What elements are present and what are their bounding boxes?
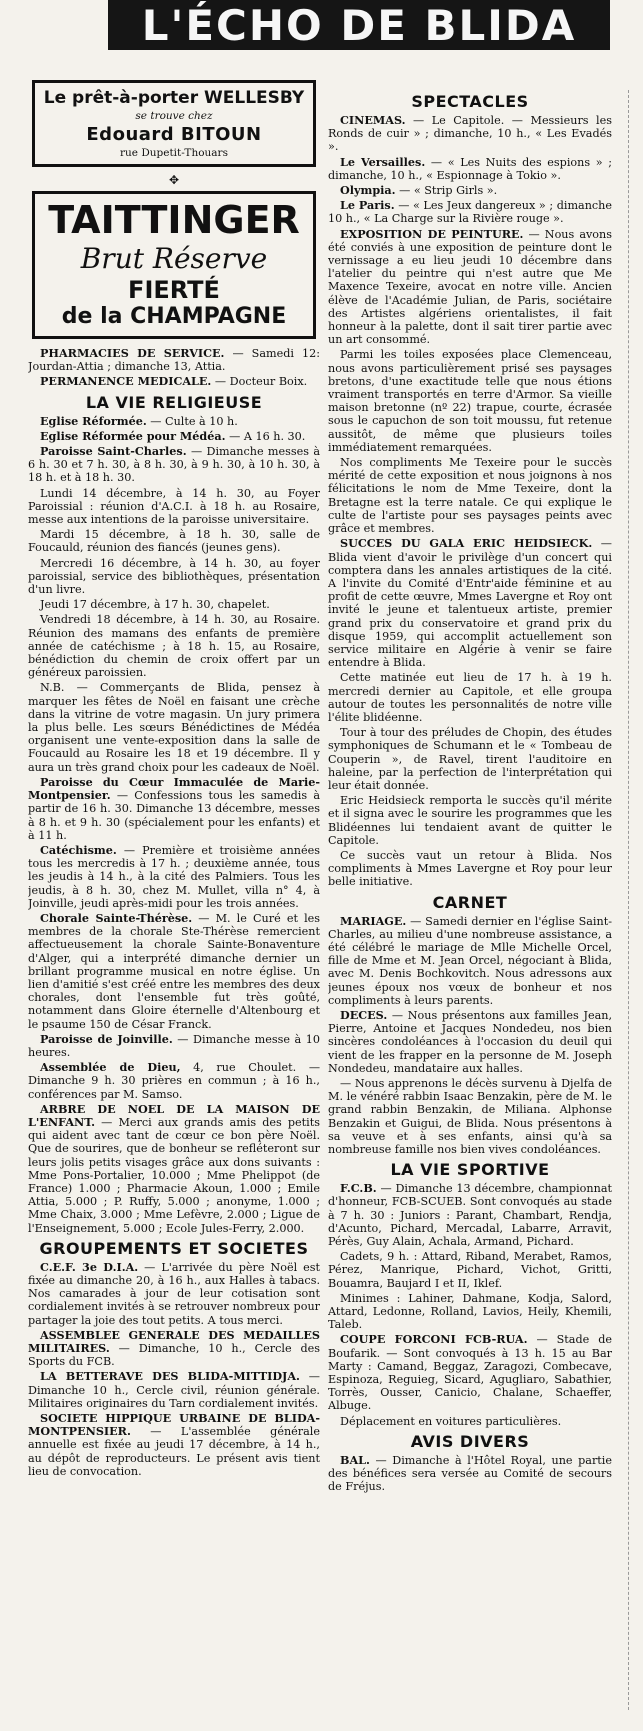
article-medailles: ASSEMBLEE GENERALE DES MEDAILLES MILITAIRES. — Dimanche, 10 h., Cercle des Sports du FCB. [28,1327,320,1369]
article-coupe-forconi: COUPE FORCONI FCB-RUA. — Stade de Boufarik. — Sont convoqués à 13 h. 15 au Bar Marty : Camand, Beggaz, Zaragozi, Combecave, Espinoza, Reguieg, Sicard, Agugliaro, Sabathier, Torrès, Ousser, Canicio, Chalane, Schaeffer, Albuge. [328,1332,612,1413]
article-deces: DECES. — Nous présentons aux familles Jean, Pierre, Antoine et Jacques Nondedeu, nos bien sincères condoléances à l'occasion du deuil qui vient de les frapper en la personne de M. Joseph Nondedeu, mandataire aux halles. [328,1008,612,1075]
paragraph-gala-3: Tour à tour des préludes de Chopin, des études symphoniques de Schumann et le « Tombeau de Couperin », de Ravel, tirent l'auditoire en haleine, par la perfection de l'interprétation qui leur était donnée. [328,726,612,792]
taittinger-brand: TAITTINGER [48,198,300,242]
article-versailles: Le Versailles. — « Les Nuits des espions » ; dimanche, 10 h., « Espionnage à Tokio ». [328,154,612,182]
heading-vie-sportive: LA VIE SPORTIVE [390,1160,550,1180]
article-mariage: MARIAGE. — Samedi dernier en l'église Saint-Charles, au milieu d'une nombreuse assistance, a été célébré le mariage de Mlle Michelle Orcel, fille de Mme et M. Jean Orcel, négociant à Blida, avec M. Denis Bochkovitch. Nous adressons aux jeunes époux nos vœux de bonheur et nos compliments à leurs parents. [328,913,612,1007]
article-exposition: EXPOSITION DE PEINTURE. — Nous avons été conviés à une exposition de peinture dont le vernissage a eu lieu jeudi 10 décembre dans l'atelier du peintre qui n'est autre que Me Maxence Texeire, avocat en notre ville. Ancien élève de l'Académie Julian, de Paris, sociétaire des Artistes algériens orientalistes, il fait honneur à la palette, dont il sait tirer partie avec un art consommé. [328,226,612,347]
taittinger-slogan1: FIERTÉ [128,276,220,304]
article-chorale: Chorale Sainte-Thérèse. — M. le Curé et les membres de la chorale Ste-Thérèse remercient affectueusement la chorale Sainte-Bonaventure d'Alger, qui a interprété dimanche dernier un brillant programme musical en notre église. Un lien d'amitié s'est créé entre les membres des deux chorales, dont l'ensemble fut très goûté, notamment dans Gloire éternelle d'Altenbourg et le psaume 150 de César Franck. [28,910,320,1031]
paragraph-jeudi: Jeudi 17 décembre, à 17 h. 30, chapelet. [40,598,270,612]
paragraph-vendredi: Vendredi 18 décembre, à 14 h. 30, au Rosaire. Réunion des mamans des enfants de première année de catéchisme ; à 18 h. 15, au Rosaire, bénédiction du chemin de croix offert par un généreux paroissien. [28,613,320,680]
paragraph-cadets: Cadets, 9 h. : Attard, Riband, Merabet, Ramos, Pérez, Manrique, Pichard, Vichot, Gritti, Bouamra, Baujard I et II, Iklef. [328,1250,612,1290]
wellesby-line1: Le prêt-à-porter WELLESBY [43,88,305,108]
paragraph-gala-2: Cette matinée eut lieu de 17 h. à 19 h. mercredi dernier au Capitole, et elle groupa autour de toutes les personnalités de notre ville l'élite blidéenne. [328,671,612,724]
article-catechisme: Catéchisme. — Première et troisième années tous les mercredis à 17 h. ; deuxième année, tous les jeudis à 14 h., à la cité des Palmiers. Tous les jeudis, à 8 h. 30, chez M. Mullet, villa n° 4, à Joinville, jeudi après-midi pour les trois années. [28,842,320,910]
article-paris: Le Paris. — « Les Jeux dangereux » ; dimanche 10 h., « La Charge sur la Rivière rouge ». [328,198,612,226]
article-permanence: PERMANENCE MEDICALE. — Docteur Boix. [40,374,308,389]
article-fcb: F.C.B. — Dimanche 13 décembre, championnat d'honneur, FCB-SCUEB. Sont convoqués au stade à 7 h. 30 : Juniors : Parant, Chambart, Rendja, d'Acunto, Pichard, Mercadal, Labarre, Arravit, Pérès, Guy Alain, Achala, Armand, Pichard. [328,1181,612,1249]
heading-vie-religieuse: LA VIE RELIGIEUSE [85,392,263,412]
paragraph-deplacement: Déplacement en voitures particulières. [340,1414,562,1428]
masthead-title: L'ÉCHO DE BLIDA [108,0,610,50]
article-betterave: LA BETTERAVE DES BLIDA-MITTIDJA. — Dimanche 10 h., Cercle civil, réunion générale. Militaires originaires du Tarn cordialement invités. [28,1369,320,1410]
taittinger-script: Brut Réserve [80,242,268,275]
paragraph-gala-4: Eric Heidsieck remporta le succès qu'il mérite et il signa avec le sourire les programmes que les Blidéennes lui tendaient avant de quitter le Capitole. [328,794,612,847]
paragraph-mercredi: Mercredi 16 décembre, à 14 h. 30, au foyer paroissial, service des bibliothèques, présentation d'un livre. [28,556,320,597]
article-coeur-immacule: Paroisse du Cœur Immaculée de Marie-Montpensier. — Confessions tous les samedis à partir de 16 h. 30. Dimanche 13 décembre, messes à 8 h. et 9 h. 30 (spécialement pour les enfants) et à 11 h. [28,774,320,842]
article-paroisse-saint-charles: Paroisse Saint-Charles. — Dimanche messes à 6 h. 30 et 7 h. 30, à 8 h. 30, à 9 h. 30, à 10 h. 30, à 18 h. et à 18 h. 30. [28,444,320,485]
article-olympia: Olympia. — « Strip Girls ». [340,183,498,198]
taittinger-advert [32,191,316,339]
wellesby-line4: rue Dupetit-Thouars [120,147,228,159]
article-hippique: SOCIETE HIPPIQUE URBAINE DE BLIDA-MONTPENSIER. — L'assemblée générale annuelle est fixée au jeudi 17 décembre, à 14 h., au dépôt de reproducteurs. Le présent avis tient lieu de convocation. [28,1411,320,1478]
article-eglise-medea: Eglise Réformée pour Médéa. — A 16 h. 30. [40,428,306,443]
paragraph-minimes: Minimes : Lahiner, Dahmane, Kodja, Salord, Attard, Ledonne, Rolland, Lavios, Heily, Khemili, Taleb. [328,1291,612,1332]
article-bal: BAL. — Dimanche à l'Hôtel Royal, une partie des bénéfices sera versée au Comité de secours de Fréjus. [328,1452,612,1494]
page-edge-strip [628,90,639,1710]
heading-avis-divers: AVIS DIVERS [410,1431,530,1451]
paragraph-lundi: Lundi 14 décembre, à 14 h. 30, au Foyer Paroissial : réunion d'A.C.I. à 18 h. au Rosaire, messe aux intentions de la paroisse universitaire. [28,486,320,527]
heading-carnet: CARNET [432,892,508,912]
wellesby-line2: se trouve chez [135,110,213,122]
paragraph-exposition-3: Nos compliments Me Texeire pour le succès mérité de cette exposition et nous joignons à nos félicitations le nom de Mme Texeire, dont la Bretagne est la terre natale. Ce qui explique le culte de l'artiste pour ses paysages peints avec grâce et membres. [328,456,612,536]
paragraph-exposition-2: Parmi les toiles exposées place Clemenceau, nous avons particulièrement prisé ses paysages bretons, d'une exactitude telle que nous étions vraiment transportés en terre d'Armor. Sa vieille maison bretonne (nº 22) trapue, courte, écrasée sous le capuchon de son toit moussu, fut retenue aussitôt, de même que plusieurs toiles immédiatement remarquées. [328,348,612,454]
paragraph-nb: N.B. — Commerçants de Blida, pensez à marquer les fêtes de Noël en faisant une crèche dans la vitrine de votre magasin. Un jury primera la plus belle. Les sœurs Bénédictines de Médéa organisent une vente-exposition dans la salle de Foucauld au Rosaire les 18 et 19 décembre. Il y aura un très grand choix pour les cadeaux de Noël. [28,681,320,774]
article-gala: SUCCES DU GALA ERIC HEIDSIECK. — Blida vient d'avoir le privilège d'un concert qui comptera dans les annales artistiques de la cité. A l'invite du Comité d'Entr'aide féminine et au profit de cette œuvre, Mmes Lavergne et Roy ont invité le jeune et talentueux artiste, premier grand prix du conservatoire et grand prix du disque 1959, qui accomplit actuellement son service militaire en Algérie à venir se faire entendre à Blida. [328,536,612,670]
wellesby-line3: Edouard BITOUN [86,124,262,145]
wellesby-advert [32,80,316,167]
article-arbre-noel: ARBRE DE NOEL DE LA MAISON DE L'ENFANT. — Merci aux grands amis des petits qui aident avec tant de cœur ce bon père Noël. Que de sourires, que de bonheur se refléteront sur leurs jolis petits visages grâce aux dons suivants : Mme Pons-Portalier, 10.000 ; Mme Phelippot (de France) 1.000 ; Pharmacie Akoun, 1.000 ; Emile Attia, 5.000 ; P. Ruffy, 5.000 ; anonyme, 1.000 ; Mme Chaix, 3.000 ; Mme Lefèvre, 2.000 ; Ligue de l'Enseignement, 5.000 ; Ecole Jules-Ferry, 2.000. [28,1101,320,1235]
paragraph-gala-5: Ce succès vaut un retour à Blida. Nos compliments à Mmes Lavergne et Roy pour leur belle initiative. [328,848,612,889]
article-cef: C.E.F. 3e D.I.A. — L'arrivée du père Noël est fixée au dimanche 20, à 16 h., aux Halles à tabacs. Nos camarades à jour de leur cotisation sont cordialement invités à se retrouver nombreux pour partager la joie des tout petits. A tous merci. [28,1259,320,1327]
article-pharmacies: PHARMACIES DE SERVICE. — Samedi 12: Jourdan-Attia ; dimanche 13, Attia. [28,346,320,374]
paragraph-deces-2: — Nous apprenons le décès survenu à Djelfa de M. le vénéré rabbin Isaac Benzakin, père de M. le grand rabbin Benzakin, de Miliana. Alphonse Benzakin et Guigui, de Blida. Nous présentons à sa veuve et à ses enfants, ainsi qu'à sa nombreuse famille nos bien vives condoléances. [328,1077,612,1157]
taittinger-slogan2: de la CHAMPAGNE [61,304,287,329]
heading-spectacles: SPECTACLES [411,92,529,111]
article-eglise-reformee: Eglise Réformée. — Culte à 10 h. [40,413,238,428]
article-assemblee-dieu: Assemblée de Dieu, 4, rue Choulet. — Dimanche 9 h. 30 prières en commun ; à 16 h., conférences par M. Samso. [28,1060,320,1101]
right-column [328,88,612,1496]
heading-groupements: GROUPEMENTS ET SOCIETES [39,1238,309,1258]
ornament-icon: ✥ [168,173,180,187]
left-column [28,80,320,1480]
article-joinville: Paroisse de Joinville. — Dimanche messe à 10 heures. [28,1031,320,1059]
paragraph-mardi: Mardi 15 décembre, à 18 h. 30, salle de Foucauld, réunion des fiancés (jeunes gens). [28,528,320,555]
article-cinemas: CINEMAS. — Le Capitole. — Messieurs les Ronds de cuir » ; dimanche, 10 h., « Les Evadés ». [328,113,612,154]
